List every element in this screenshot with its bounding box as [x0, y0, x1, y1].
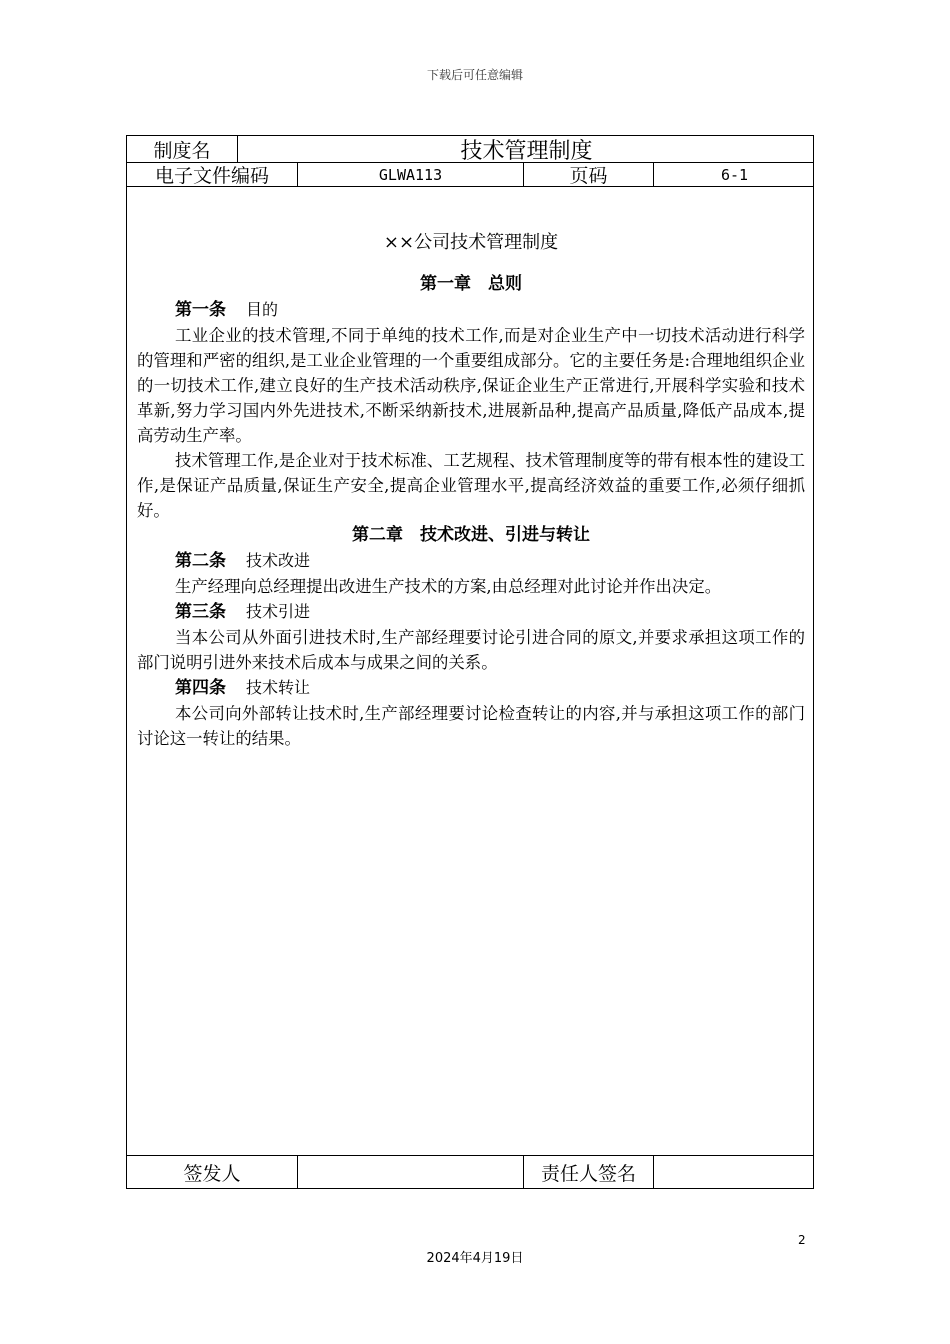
header-note: 下载后可任意编辑 [426, 68, 523, 82]
document-title: ××公司技术管理制度 [383, 232, 559, 253]
article-4-number: 第四条 [175, 678, 226, 698]
article-1-title: 目的 [246, 300, 279, 319]
article-3-heading [137, 599, 805, 625]
article-4-heading [137, 675, 805, 701]
chapter-2-heading: 第二章 技术改进、引进与转让 [352, 525, 590, 545]
article-1-paragraph-1: 工业企业的技术管理,不同于单纯的技术工作,而是对企业生产中一切技术活动进行科学的管理和严密的组织,是工业企业管理的一个重要组成部分。它的主要任务是:合理地组织企业的一切技术工作,建立良好的生产技术活动秩序,保证企业生产正常进行,开展科学实验和技术革新,努力学习国内外先进技术,不断采纳新技术,进展新品种,提高产品质量,降低产品成本,提高劳动生产率。 [137, 326, 805, 445]
issuer-label: 签发人 [183, 1163, 241, 1185]
page-number: 2 [798, 1233, 806, 1247]
name-value: 技术管理制度 [237, 136, 815, 162]
article-2-heading [137, 548, 805, 574]
article-2-number: 第二条 [175, 551, 226, 571]
regulation-form [126, 135, 814, 1189]
article-4-paragraph: 本公司向外部转让技术时,生产部经理要讨论检查转让的内容,并与承担这项工作的部门讨论这一转让的结果。 [137, 704, 805, 748]
footer-date: 2024年4月19日 [426, 1251, 524, 1266]
article-3-paragraph: 当本公司从外面引进技术时,生产部经理要讨论引进合同的原文,并要求承担这项工作的部门说明引进外来技术后成本与成果之间的关系。 [137, 628, 805, 672]
code-label: 电子文件编码 [154, 165, 269, 187]
document-body [137, 188, 805, 751]
responsible-label: 责任人签名 [523, 1156, 653, 1189]
page-label: 页码 [523, 163, 653, 186]
article-1-paragraph-2: 技术管理工作,是企业对于技术标准、工艺规程、技术管理制度等的带有根本性的建设工作,是保证产品质量,保证生产安全,提高企业管理水平,提高经济效益的重要工作,必须仔细抓好。 [137, 451, 805, 520]
article-2-title: 技术改进 [246, 551, 311, 570]
chapter-1-heading: 第一章 总则 [420, 274, 522, 294]
article-3-title: 技术引进 [246, 602, 311, 621]
article-2-paragraph: 生产经理向总经理提出改进生产技术的方案,由总经理对此讨论并作出决定。 [175, 577, 722, 596]
issuer-field[interactable] [297, 1156, 523, 1189]
article-1-heading [137, 297, 805, 323]
page-value: 6-1 [653, 163, 815, 186]
article-1-number: 第一条 [175, 300, 226, 320]
article-3-number: 第三条 [175, 602, 226, 622]
name-label: 制度名 [153, 139, 211, 162]
article-4-title: 技术转让 [246, 678, 311, 697]
responsible-signature-field[interactable] [653, 1156, 815, 1189]
code-value: GLWA113 [297, 163, 523, 186]
form-row-name [127, 136, 813, 163]
form-row-code [127, 163, 813, 187]
form-row-signature [127, 1155, 813, 1189]
